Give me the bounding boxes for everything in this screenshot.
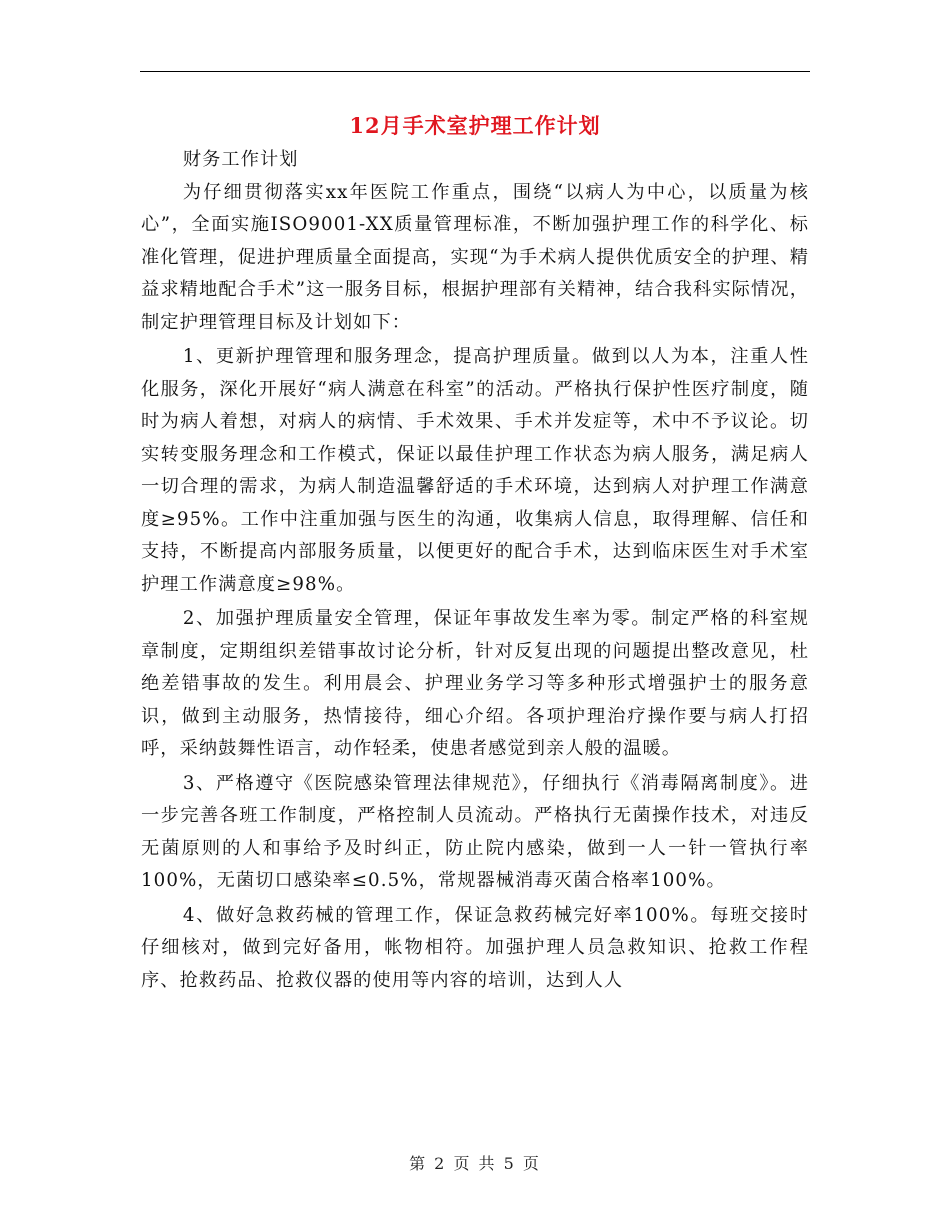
plan-item-3: 3、严格遵守《医院感染管理法律规范》，仔细执行《消毒隔离制度》。进一步完善各班工作制度，严格控制人员流动。严格执行无菌操作技术，对违反无菌原则的人和事给予及时纠正，防止院内感染，做到一人一针一管执行率100%，无菌切口感染率≤0.5%，常规器械消毒灭菌合格率100%。 xyxy=(141,772,809,891)
plan-item-2: 2、加强护理质量安全管理，保证年事故发生率为零。制定严格的科室规章制度，定期组织差错事故讨论分析，针对反复出现的问题提出整改意见，杜绝差错事故的发生。利用晨会、护理业务学习等多种形式增强护士的服务意识，做到主动服务，热情接待，细心介绍。各项护理治疗操作要与病人打招呼，采纳鼓舞性语言，动作轻柔，使患者感觉到亲人般的温暖。 xyxy=(141,608,809,759)
page-number-footer: 第 2 页 共 5 页 xyxy=(409,1154,541,1173)
intro-paragraph: 为仔细贯彻落实xx年医院工作重点，围绕“以病人为中心，以质量为核心”，全面实施ISO9001-XX质量管理标准，不断加强护理工作的科学化、标准化管理，促进护理质量全面提高，实现“为手术病人提供优质安全的护理、精益求精地配合手术”这一服务目标，根据护理部有关精神，结合我科实际情况，制定护理管理目标及计划如下： xyxy=(141,181,809,333)
section-subtitle: 财务工作计划 xyxy=(182,149,299,170)
plan-item-1: 1、更新护理管理和服务理念，提高护理质量。做到以人为本，注重人性化服务，深化开展好“病人满意在科室”的活动。严格执行保护性医疗制度，随时为病人着想，对病人的病情、手术效果、手术并发症等，术中不予议论。切实转变服务理念和工作模式，保证以最佳护理工作状态为病人服务，满足病人一切合理的需求，为病人制造温馨舒适的手术环境，达到病人对护理工作满意度≥95%。工作中注重加强与医生的沟通，收集病人信息，取得理解、信任和支持，不断提高内部服务质量，以便更好的配合手术，达到临床医生对手术室护理工作满意度≥98%。 xyxy=(141,346,809,595)
document-body xyxy=(141,144,809,997)
plan-item-4: 4、做好急救药械的管理工作，保证急救药械完好率100%。每班交接时仔细核对，做到完好备用，帐物相符。加强护理人员急救知识、抢救工作程序、抢救药品、抢救仪器的使用等内容的培训，达到人人 xyxy=(141,904,809,991)
header-rule xyxy=(140,71,810,72)
document-title: 12月手术室护理工作计划 xyxy=(349,113,601,138)
